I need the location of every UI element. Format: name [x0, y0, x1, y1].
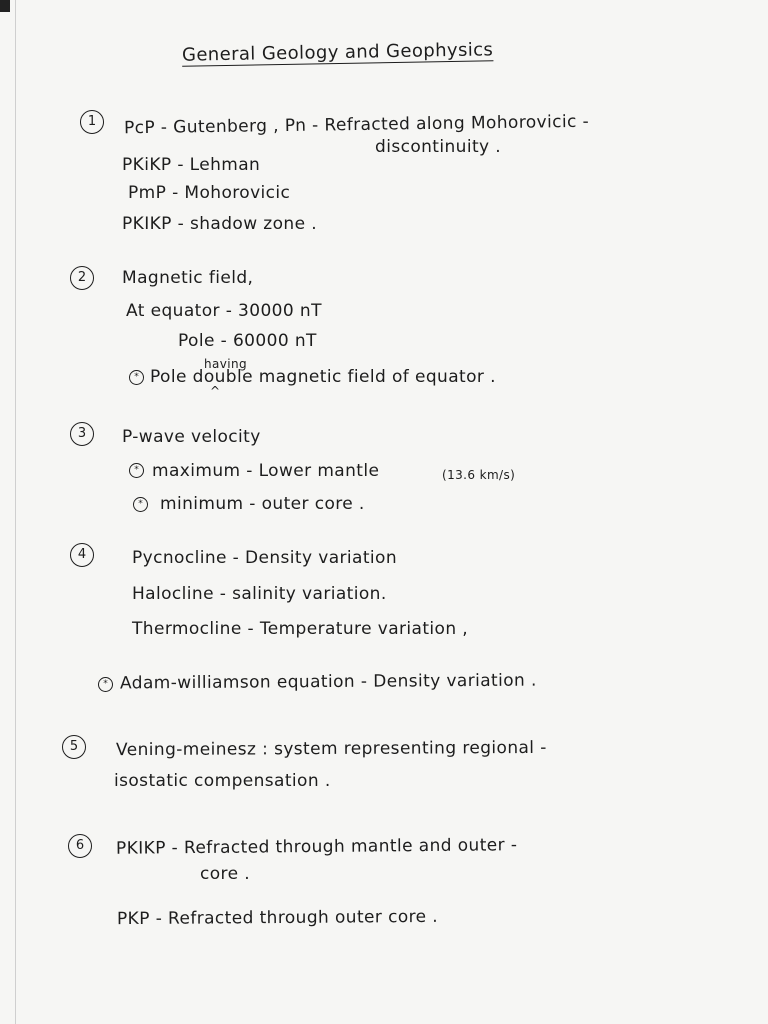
- item-number-4: 4: [70, 543, 94, 567]
- item-number-6: 6: [68, 834, 92, 858]
- insert-caret-icon: ^: [210, 384, 221, 398]
- bullet-star-icon: *: [98, 677, 113, 692]
- item-6-line-2: core .: [200, 864, 251, 884]
- item-2-line-4: Pole double magnetic field of equator .: [150, 367, 496, 387]
- item-1-line-1: PcP - Gutenberg , Pn - Refracted along Mohorovicic -: [123, 111, 590, 139]
- item-3-line-2: maximum - Lower mantle: [152, 461, 380, 481]
- item-4-line-1: Pycnocline - Density variation: [132, 548, 398, 568]
- bullet-star-icon: *: [129, 463, 144, 478]
- item-4-line-2: Halocline - salinity variation.: [132, 584, 387, 604]
- item-1-line-2: discontinuity .: [375, 137, 502, 157]
- item-5-line-1: Vening-meinesz : system representing regional -: [115, 737, 547, 761]
- item-6-line-1: PKIKP - Refracted through mantle and outer -: [115, 835, 518, 859]
- item-number-2: 2: [70, 266, 94, 290]
- item-6-line-3: PKP - Refracted through outer core .: [116, 906, 439, 930]
- item-number-3: 3: [70, 422, 94, 446]
- item-3-line-3: minimum - outer core .: [160, 494, 365, 514]
- item-2-insert-word: having: [204, 357, 248, 371]
- item-1-line-5: PKIKP - shadow zone .: [122, 214, 318, 234]
- margin-line: [15, 0, 16, 1024]
- item-number-5: 5: [62, 735, 86, 759]
- item-1-line-3: PKiKP - Lehman: [122, 155, 261, 175]
- adam-williamson-line: Adam-williamson equation - Density variation .: [119, 670, 537, 694]
- bullet-star-icon: *: [133, 497, 148, 512]
- item-2-line-2: At equator - 30000 nT: [126, 301, 322, 321]
- item-number-1: 1: [80, 110, 104, 134]
- item-2-line-1: Magnetic field,: [122, 268, 254, 288]
- item-3-line-1: P-wave velocity: [122, 427, 261, 447]
- item-3-velocity-note: (13.6 km/s): [442, 468, 516, 482]
- bullet-star-icon: *: [129, 370, 144, 385]
- page-corner-mark: [0, 0, 10, 12]
- item-2-line-3: Pole - 60000 nT: [178, 331, 317, 351]
- item-4-line-3: Thermocline - Temperature variation ,: [132, 619, 469, 639]
- page-title: General Geology and Geophysics: [181, 39, 494, 66]
- item-1-line-4: PmP - Mohorovicic: [128, 183, 291, 203]
- item-5-line-2: isostatic compensation .: [114, 771, 331, 791]
